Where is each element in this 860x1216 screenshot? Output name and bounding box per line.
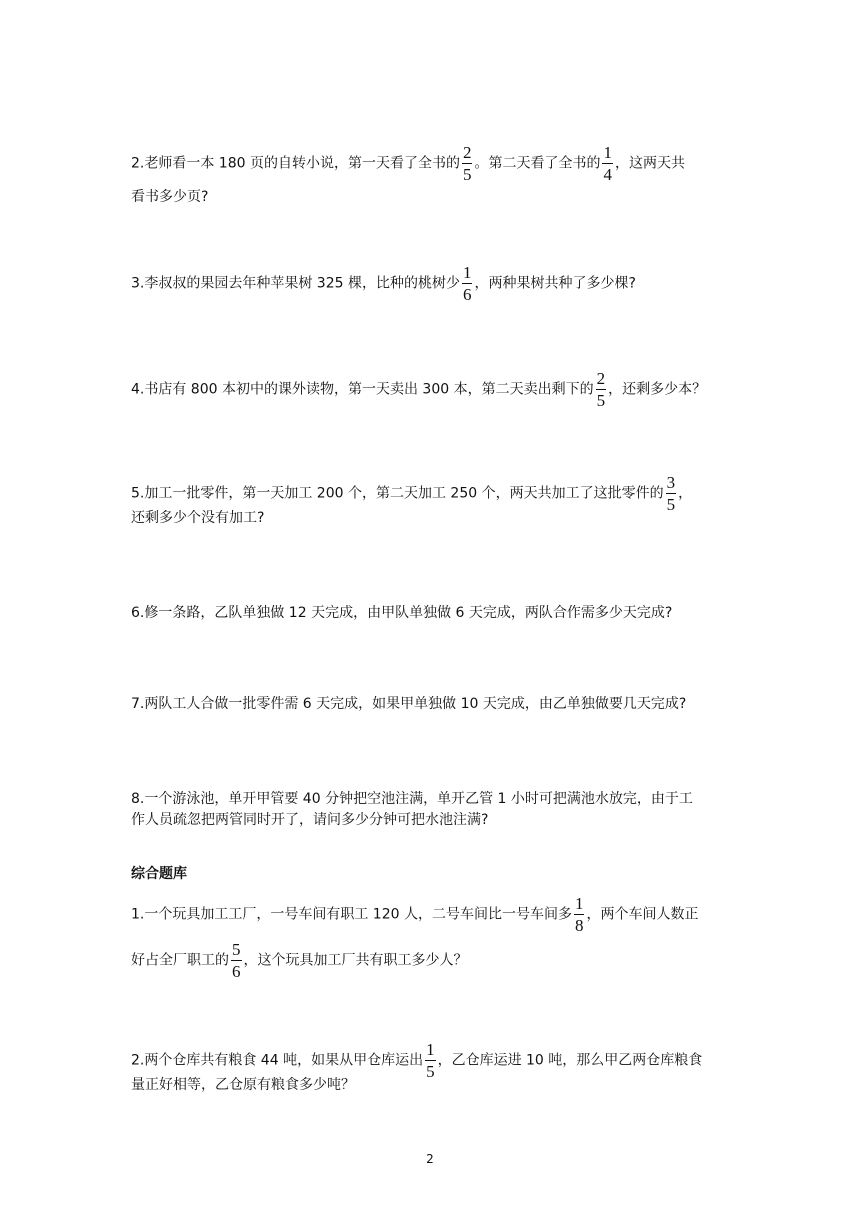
problem-text: ，还剩多少本？ — [608, 381, 707, 398]
fraction — [462, 144, 473, 183]
fraction-denominator: 5 — [596, 391, 606, 410]
problem-text: 2.两个仓库共有粮食 44 吨，如果从甲仓库运出 — [131, 1052, 424, 1069]
problem-text: 1.一个玩具加工工厂，一号车间有职工 120 人，二号车间比一号车间多 — [131, 906, 572, 923]
fraction — [462, 264, 473, 303]
problem-text: 3.李叔叔的果园去年种苹果树 325 棵，比种的桃树少 — [131, 275, 460, 292]
fraction — [602, 144, 613, 183]
fraction-denominator: 5 — [666, 495, 676, 514]
problem-2-line-2: 看书多少页? — [131, 189, 209, 205]
problem-text: ，两个车间人数正 — [586, 906, 699, 923]
problem-5-line-2: 还剩多少个没有加工? — [131, 510, 265, 526]
fraction — [596, 370, 607, 409]
comprehensive-problem-2-line-2: 量正好相等，乙仓原有粮食多少吨？ — [131, 1077, 355, 1093]
fraction-numerator: 1 — [574, 894, 584, 913]
problem-text: 2.老师看一本 180 页的自转小说，第一天看了全书的 — [131, 155, 460, 172]
problem-text: 。第二天看了全书的 — [474, 155, 601, 172]
fraction-denominator: 5 — [426, 1062, 435, 1081]
fraction-numerator: 1 — [426, 1040, 435, 1059]
fraction-numerator: 1 — [462, 263, 472, 282]
problem-text: ，这两天共 — [614, 155, 685, 172]
fraction-numerator: 5 — [232, 940, 241, 959]
problem-text: 好占全厂职工的 — [131, 952, 229, 969]
fraction-denominator: 8 — [574, 916, 584, 935]
fraction-numerator: 2 — [596, 369, 606, 388]
problem-text: ，这个玩具加工厂共有职工多少人？ — [243, 952, 468, 969]
problem-3-line-1 — [131, 264, 636, 303]
fraction-numerator: 3 — [666, 473, 676, 492]
problem-6-line-1: 6.修一条路，乙队单独做 12 天完成，由甲队单独做 6 天完成，两队合作需多少天完成? — [131, 605, 673, 621]
comprehensive-problem-1-line-2 — [131, 941, 468, 980]
problem-text: 4.书店有 800 本初中的课外读物，第一天卖出 300 本，第二天卖出剩下的 — [131, 381, 594, 398]
fraction — [425, 1041, 436, 1080]
problem-text: ， — [678, 485, 693, 502]
problem-text: ，两种果树共种了多少棵? — [474, 275, 636, 292]
problem-4-line-1 — [131, 370, 706, 409]
fraction-numerator: 2 — [462, 143, 472, 162]
fraction-denominator: 6 — [462, 285, 472, 304]
section-heading: 综合题库 — [131, 866, 187, 882]
fraction — [574, 895, 585, 934]
fraction-numerator: 1 — [603, 143, 612, 162]
problem-text: ，乙仓库运进 10 吨，那么甲乙两仓库粮食 — [437, 1052, 703, 1069]
fraction-denominator: 4 — [603, 165, 612, 184]
problem-7-line-1: 7.两队工人合做一批零件需 6 天完成，如果甲单独做 10 天完成，由乙单独做要几天完成? — [131, 696, 687, 712]
fraction — [666, 474, 677, 513]
fraction — [231, 941, 242, 980]
comprehensive-problem-1-line-1 — [131, 895, 698, 934]
problem-text: 5.加工一批零件，第一天加工 200 个，第二天加工 250 个，两天共加工了这批零件的 — [131, 485, 664, 502]
problem-8-line-1: 8.一个游泳池，单开甲管要 40 分钟把空池注满，单开乙管 1 小时可把满池水放完，由于工 — [131, 791, 693, 807]
problem-2-line-1 — [131, 144, 685, 183]
page-number: 2 — [426, 1152, 434, 1166]
fraction-denominator: 6 — [232, 962, 241, 981]
fraction-denominator: 5 — [462, 165, 472, 184]
problem-8-line-2: 作人员疏忽把两管同时开了，请问多少分钟可把水池注满? — [131, 812, 489, 828]
